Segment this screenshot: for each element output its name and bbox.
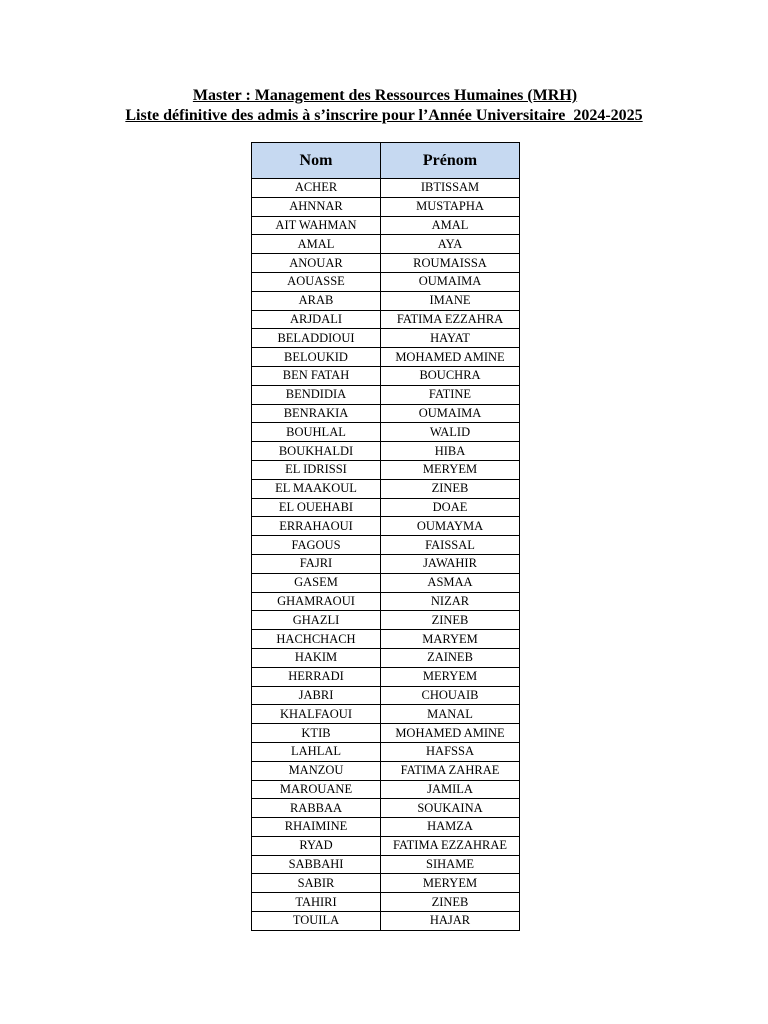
cell-prenom: ASMAA [381, 573, 520, 592]
table-row [252, 385, 520, 404]
cell-prenom: HAYAT [381, 329, 520, 348]
table-row [252, 611, 520, 630]
cell-nom: EL MAAKOUL [252, 479, 381, 498]
table-row [252, 648, 520, 667]
cell-nom: ANOUAR [252, 254, 381, 273]
cell-prenom: ZINEB [381, 611, 520, 630]
cell-nom: HERRADI [252, 667, 381, 686]
cell-prenom: ZAINEB [381, 648, 520, 667]
table-row [252, 179, 520, 198]
cell-nom: GASEM [252, 573, 381, 592]
cell-prenom: CHOUAIB [381, 686, 520, 705]
table-row [252, 197, 520, 216]
table-row [252, 836, 520, 855]
table-row [252, 573, 520, 592]
cell-prenom: AYA [381, 235, 520, 254]
cell-nom: AHNNAR [252, 197, 381, 216]
table-row [252, 442, 520, 461]
cell-prenom: FATINE [381, 385, 520, 404]
table-row [252, 554, 520, 573]
table-row [252, 592, 520, 611]
cell-prenom: MUSTAPHA [381, 197, 520, 216]
table-row [252, 893, 520, 912]
table-header-row [252, 143, 520, 179]
admitted-students-table [251, 142, 520, 931]
cell-nom: BOUHLAL [252, 423, 381, 442]
cell-prenom: MERYEM [381, 460, 520, 479]
column-header-nom: Nom [252, 143, 381, 179]
table-row [252, 874, 520, 893]
cell-prenom: SIHAME [381, 855, 520, 874]
cell-nom: ARAB [252, 291, 381, 310]
cell-nom: RHAIMINE [252, 818, 381, 837]
cell-prenom: SOUKAINA [381, 799, 520, 818]
cell-nom: AIT WAHMAN [252, 216, 381, 235]
table-row [252, 667, 520, 686]
cell-prenom: MOHAMED AMINE [381, 348, 520, 367]
cell-prenom: HAJAR [381, 912, 520, 931]
table-row [252, 818, 520, 837]
cell-prenom: MERYEM [381, 667, 520, 686]
cell-nom: EL OUEHABI [252, 498, 381, 517]
table-row [252, 404, 520, 423]
cell-nom: MANZOU [252, 761, 381, 780]
cell-prenom: AMAL [381, 216, 520, 235]
table-row [252, 761, 520, 780]
table-row [252, 254, 520, 273]
table-row [252, 348, 520, 367]
column-header-prenom: Prénom [381, 143, 520, 179]
cell-nom: FAGOUS [252, 536, 381, 555]
table-row [252, 423, 520, 442]
cell-prenom: OUMAIMA [381, 404, 520, 423]
table-row [252, 460, 520, 479]
table-row [252, 272, 520, 291]
cell-nom: KTIB [252, 724, 381, 743]
cell-prenom: ROUMAISSA [381, 254, 520, 273]
table-body [252, 179, 520, 931]
cell-prenom: IBTISSAM [381, 179, 520, 198]
cell-prenom: FAISSAL [381, 536, 520, 555]
cell-nom: SABIR [252, 874, 381, 893]
cell-prenom: ZINEB [381, 893, 520, 912]
table-row [252, 310, 520, 329]
cell-nom: BENDIDIA [252, 385, 381, 404]
cell-prenom: JAWAHIR [381, 554, 520, 573]
table-row [252, 799, 520, 818]
table-row [252, 216, 520, 235]
table-row [252, 329, 520, 348]
cell-nom: HACHCHACH [252, 630, 381, 649]
cell-nom: GHAZLI [252, 611, 381, 630]
cell-prenom: OUMAYMA [381, 517, 520, 536]
cell-prenom: ZINEB [381, 479, 520, 498]
cell-nom: GHAMRAOUI [252, 592, 381, 611]
program-title: Master : Management des Ressources Humaines (MRH) [192, 87, 578, 104]
cell-prenom: BOUCHRA [381, 366, 520, 385]
cell-prenom: FATIMA EZZAHRAE [381, 836, 520, 855]
cell-prenom: FATIMA ZAHRAE [381, 761, 520, 780]
table-row [252, 912, 520, 931]
cell-nom: BEN FATAH [252, 366, 381, 385]
cell-prenom: WALID [381, 423, 520, 442]
table-row [252, 517, 520, 536]
cell-prenom: HAFSSA [381, 742, 520, 761]
cell-prenom: MARYEM [381, 630, 520, 649]
cell-prenom: MANAL [381, 705, 520, 724]
cell-nom: LAHLAL [252, 742, 381, 761]
cell-nom: FAJRI [252, 554, 381, 573]
cell-nom: AOUASSE [252, 272, 381, 291]
list-title: Liste définitive des admis à s’inscrire pour l’Année Universitaire 2024-2025 [125, 107, 643, 124]
document-title [0, 86, 768, 126]
table-row [252, 705, 520, 724]
cell-nom: SABBAHI [252, 855, 381, 874]
table-row [252, 630, 520, 649]
cell-prenom: OUMAIMA [381, 272, 520, 291]
cell-nom: RABBAA [252, 799, 381, 818]
table-row [252, 855, 520, 874]
cell-nom: RYAD [252, 836, 381, 855]
cell-nom: KHALFAOUI [252, 705, 381, 724]
cell-prenom: FATIMA EZZAHRA [381, 310, 520, 329]
table-row [252, 498, 520, 517]
cell-nom: EL IDRISSI [252, 460, 381, 479]
cell-nom: MAROUANE [252, 780, 381, 799]
cell-prenom: HIBA [381, 442, 520, 461]
cell-prenom: JAMILA [381, 780, 520, 799]
table-row [252, 479, 520, 498]
cell-prenom: IMANE [381, 291, 520, 310]
cell-nom: BOUKHALDI [252, 442, 381, 461]
cell-prenom: HAMZA [381, 818, 520, 837]
cell-nom: BENRAKIA [252, 404, 381, 423]
cell-nom: JABRI [252, 686, 381, 705]
table-row [252, 724, 520, 743]
cell-nom: ACHER [252, 179, 381, 198]
cell-nom: ARJDALI [252, 310, 381, 329]
cell-nom: ERRAHAOUI [252, 517, 381, 536]
table-row [252, 291, 520, 310]
table-row [252, 780, 520, 799]
table-row [252, 742, 520, 761]
table-row [252, 235, 520, 254]
cell-nom: TOUILA [252, 912, 381, 931]
cell-prenom: MERYEM [381, 874, 520, 893]
cell-nom: BELADDIOUI [252, 329, 381, 348]
cell-nom: AMAL [252, 235, 381, 254]
table-row [252, 366, 520, 385]
cell-prenom: DOAE [381, 498, 520, 517]
table-row [252, 686, 520, 705]
cell-prenom: NIZAR [381, 592, 520, 611]
cell-nom: HAKIM [252, 648, 381, 667]
cell-nom: TAHIRI [252, 893, 381, 912]
cell-prenom: MOHAMED AMINE [381, 724, 520, 743]
cell-nom: BELOUKID [252, 348, 381, 367]
table-row [252, 536, 520, 555]
